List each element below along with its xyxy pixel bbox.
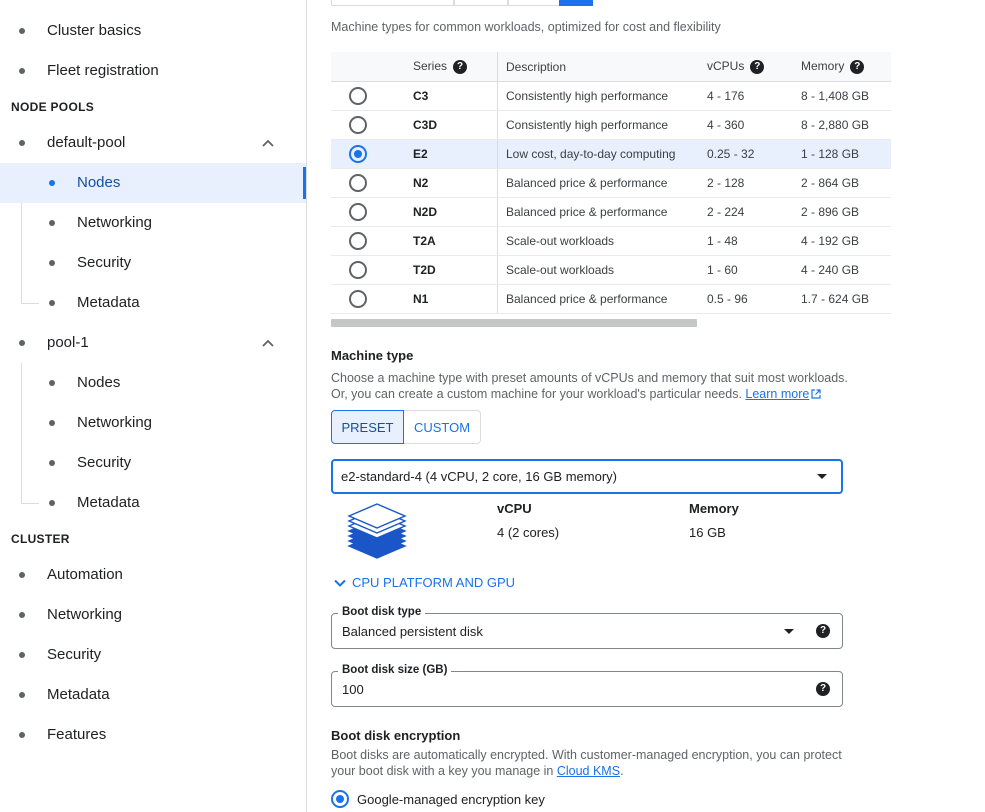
bullet-icon (19, 612, 25, 618)
radio-button[interactable] (349, 116, 367, 134)
sidebar-item-label: Security (47, 646, 102, 663)
table-row-selected[interactable] (331, 140, 891, 169)
sidebar-item-label: Metadata (47, 686, 110, 703)
cloud-kms-link[interactable]: Cloud KMS (556, 764, 621, 778)
bullet-icon (49, 300, 55, 306)
help-icon[interactable]: ? (750, 60, 764, 74)
table-header-row (331, 52, 891, 82)
series-cell: N2D (405, 198, 498, 227)
description-cell: Consistently high performance (498, 82, 700, 111)
table-row[interactable] (331, 82, 891, 111)
help-icon[interactable]: ? (850, 60, 864, 74)
machine-type-mode-toggle (331, 410, 481, 444)
radio-button[interactable] (349, 174, 367, 192)
radio-button-selected[interactable] (331, 790, 349, 808)
machine-type-help-line: Choose a machine type with preset amounts of vCPUs and memory that suit most workloads. (331, 371, 848, 385)
help-icon[interactable]: ? (816, 624, 830, 638)
sidebar-item-label: Networking (77, 414, 153, 431)
vcpu-label: vCPU (497, 501, 532, 516)
vcpus-cell: 2 - 224 (699, 198, 793, 227)
sidebar-item-label: Nodes (77, 374, 121, 391)
machine-family-tab-selected[interactable] (559, 0, 593, 6)
memory-cell: 1.7 - 624 GB (793, 285, 891, 314)
sidebar-item-pool-1-nodes[interactable] (0, 363, 306, 403)
bullet-icon (49, 380, 55, 386)
description-cell: Balanced price & performance (498, 198, 700, 227)
encryption-help-text: your boot disk with a key you manage in (331, 764, 557, 778)
cpu-platform-expander[interactable] (333, 575, 515, 590)
description-cell: Balanced price & performance (498, 285, 700, 314)
sidebar-item-pool-1-security[interactable] (0, 443, 306, 483)
machine-family-description: Machine types for common workloads, optimized for cost and flexibility (331, 20, 721, 34)
sidebar-item-pool-1-networking[interactable] (0, 403, 306, 443)
sidebar-item-metadata[interactable] (0, 675, 306, 715)
custom-button[interactable]: CUSTOM (404, 410, 481, 444)
sidebar-item-label: Features (47, 726, 107, 743)
bullet-icon (19, 652, 25, 658)
sidebar-item-label: Metadata (77, 494, 140, 511)
sidebar-item-networking[interactable] (0, 595, 306, 635)
boot-disk-type-select[interactable] (331, 606, 843, 649)
column-header-series (405, 52, 498, 82)
memory-cell: 4 - 192 GB (793, 227, 891, 256)
vcpus-cell: 1 - 48 (699, 227, 793, 256)
radio-button[interactable] (349, 290, 367, 308)
dropdown-arrow-icon (817, 474, 827, 479)
table-row[interactable] (331, 227, 891, 256)
bullet-icon (49, 260, 55, 266)
sidebar-item-default-pool-metadata[interactable] (0, 283, 306, 323)
bullet-icon (19, 140, 25, 146)
machine-type-select[interactable] (331, 459, 843, 494)
boot-disk-type-value: Balanced persistent disk (342, 624, 483, 639)
radio-button[interactable] (349, 232, 367, 250)
help-icon[interactable]: ? (453, 60, 467, 74)
machine-family-tab[interactable] (331, 0, 455, 6)
sidebar-item-fleet-registration[interactable] (0, 51, 306, 91)
sidebar-item-label: Metadata (77, 294, 140, 311)
column-header-label: Memory (801, 59, 845, 74)
machine-series-table (331, 52, 870, 312)
sidebar-item-label: default-pool (47, 134, 126, 151)
series-cell: N2 (405, 169, 498, 198)
vcpus-cell: 4 - 176 (699, 82, 793, 111)
encryption-help-line (331, 763, 842, 779)
encryption-help-line: Boot disks are automatically encrypted. With customer-managed encryption, you can protect (331, 748, 842, 762)
series-cell: N1 (405, 285, 498, 314)
column-header-label: vCPUs (707, 59, 745, 74)
bullet-icon (49, 180, 55, 186)
boot-disk-size-value[interactable]: 100 (342, 682, 364, 697)
sidebar-item-label: Security (77, 254, 132, 271)
sidebar-item-label: Networking (77, 214, 153, 231)
series-cell: C3 (405, 82, 498, 111)
description-cell: Balanced price & performance (498, 169, 700, 198)
boot-disk-encryption-title: Boot disk encryption (331, 728, 461, 743)
boot-disk-size-label: Boot disk size (GB) (338, 664, 451, 676)
learn-more-link[interactable]: Learn more (745, 387, 810, 401)
sidebar-item-label: Networking (47, 606, 123, 623)
bullet-icon (19, 28, 25, 34)
bullet-icon (49, 220, 55, 226)
table-row[interactable] (331, 198, 891, 227)
bullet-icon (49, 420, 55, 426)
bullet-icon (19, 692, 25, 698)
machine-type-title: Machine type (331, 348, 414, 363)
bullet-icon (19, 340, 25, 346)
boot-disk-size-field[interactable] (331, 664, 843, 707)
sidebar-item-default-pool-nodes[interactable] (0, 163, 306, 203)
description-cell: Scale-out workloads (498, 256, 700, 285)
series-cell: T2A (405, 227, 498, 256)
bullet-icon (49, 460, 55, 466)
series-cell: T2D (405, 256, 498, 285)
sidebar-item-automation[interactable] (0, 555, 306, 595)
help-icon[interactable]: ? (816, 682, 830, 696)
vcpus-cell: 2 - 128 (699, 169, 793, 198)
radio-button[interactable] (349, 203, 367, 221)
machine-type-help (331, 370, 848, 402)
machine-family-tab[interactable] (453, 0, 509, 6)
sidebar-item-security[interactable] (0, 635, 306, 675)
memory-cell: 8 - 2,880 GB (793, 111, 891, 140)
sidebar-item-cluster-basics[interactable] (0, 11, 306, 51)
machine-type-help-line (331, 386, 848, 402)
memory-cell: 4 - 240 GB (793, 256, 891, 285)
machine-layers-icon (347, 500, 407, 560)
vcpu-value: 4 (2 cores) (497, 525, 560, 540)
series-cell: E2 (405, 140, 498, 169)
chevron-up-icon[interactable] (262, 137, 274, 149)
bullet-icon (19, 68, 25, 74)
table-row[interactable] (331, 256, 891, 285)
sidebar-item-pool-1-metadata[interactable] (0, 483, 306, 523)
bullet-icon (19, 572, 25, 578)
boot-disk-type-label: Boot disk type (338, 606, 425, 618)
sidebar-item-label: Security (77, 454, 132, 471)
description-cell: Scale-out workloads (498, 227, 700, 256)
vcpus-cell: 0.25 - 32 (699, 140, 793, 169)
sidebar-item-default-pool-security[interactable] (0, 243, 306, 283)
radio-button[interactable] (349, 261, 367, 279)
main-content (307, 0, 985, 812)
sidebar (0, 0, 307, 812)
sidebar-item-label: Fleet registration (47, 62, 159, 79)
description-cell: Consistently high performance (498, 111, 700, 140)
sidebar-item-label: pool-1 (47, 334, 89, 351)
memory-label: Memory (689, 501, 739, 516)
table-horizontal-scrollbar[interactable] (331, 319, 697, 327)
sidebar-item-default-pool[interactable] (0, 123, 306, 163)
radio-button-selected[interactable] (349, 145, 367, 163)
memory-cell: 1 - 128 GB (793, 140, 891, 169)
vcpus-cell: 4 - 360 (699, 111, 793, 140)
table-row[interactable] (331, 169, 891, 198)
machine-type-help-text: Or, you can create a custom machine for your workload's particular needs. (331, 387, 742, 401)
vcpus-cell: 1 - 60 (699, 256, 793, 285)
memory-value: 16 GB (689, 525, 726, 540)
sidebar-item-label: Cluster basics (47, 22, 142, 39)
column-header-label: Series (413, 59, 448, 74)
chevron-up-icon[interactable] (262, 337, 274, 349)
radio-button[interactable] (349, 87, 367, 105)
table-row[interactable] (331, 285, 891, 314)
description-cell: Low cost, day-to-day computing (498, 140, 700, 169)
bullet-icon (19, 732, 25, 738)
sidebar-item-pool-1[interactable] (0, 323, 306, 363)
preset-button[interactable]: PRESET (331, 410, 404, 444)
dropdown-arrow-icon (784, 629, 794, 634)
memory-cell: 2 - 864 GB (793, 169, 891, 198)
sidebar-item-features[interactable] (0, 715, 306, 755)
sidebar-item-default-pool-networking[interactable] (0, 203, 306, 243)
machine-type-selected-value: e2-standard-4 (4 vCPU, 2 core, 16 GB memory) (341, 469, 617, 484)
column-header-description: Description (498, 52, 700, 82)
memory-cell: 2 - 896 GB (793, 198, 891, 227)
sidebar-item-label: Nodes (77, 174, 121, 191)
column-header-memory (793, 52, 891, 82)
google-managed-key-option[interactable] (331, 790, 545, 808)
bullet-icon (49, 500, 55, 506)
table-row[interactable] (331, 111, 891, 140)
chevron-down-icon (333, 576, 347, 590)
sidebar-item-label: Automation (47, 566, 123, 583)
series-cell: C3D (405, 111, 498, 140)
google-managed-key-label: Google-managed encryption key (357, 791, 545, 807)
memory-cell: 8 - 1,408 GB (793, 82, 891, 111)
column-header-vcpus (699, 52, 793, 82)
boot-disk-encryption-help (331, 747, 842, 779)
encryption-help-text: . (620, 764, 624, 778)
column-header-select (331, 52, 405, 82)
external-link-icon (811, 389, 821, 399)
cluster-heading: CLUSTER (11, 532, 70, 546)
cpu-platform-label: CPU PLATFORM AND GPU (352, 575, 516, 590)
node-pools-heading: NODE POOLS (11, 100, 95, 114)
vcpus-cell: 0.5 - 96 (699, 285, 793, 314)
